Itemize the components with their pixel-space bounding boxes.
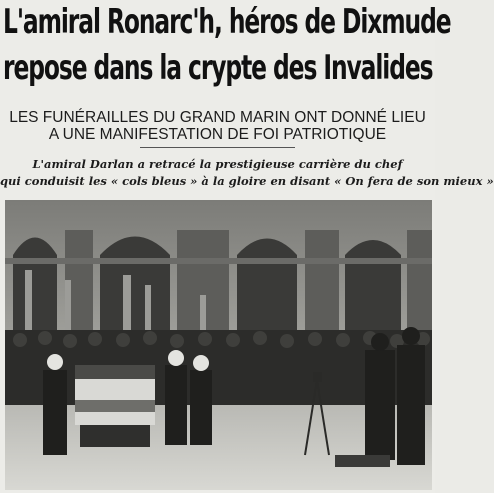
subheadline-line-2: A UNE MANIFESTATION DE FOI PATRIOTIQUE (48, 126, 387, 143)
funeral-photo-illustration (5, 200, 432, 490)
section-divider (140, 147, 295, 148)
lead-line-2: qui conduisit les « cols bleus » à la gloire en disant « On fera de son mieux » (0, 174, 494, 188)
lead-line-1: L'amiral Darlan a retracé la prestigieuse carrière du chef (32, 157, 403, 171)
headline-line-2: repose dans la crypte des Invalides (3, 48, 433, 89)
headline-line-1: L'amiral Ronarc'h, héros de Dixmude (3, 2, 451, 43)
funeral-photo-image (5, 200, 432, 490)
subheadline-line-1: LES FUNÉRAILLES DU GRAND MARIN ONT DONNÉ LIEU (9, 109, 426, 126)
